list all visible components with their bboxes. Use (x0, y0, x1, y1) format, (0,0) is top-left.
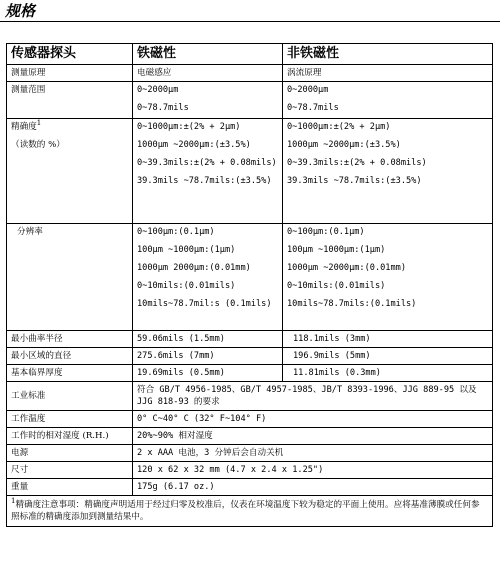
label-standards: 工业标准 (7, 382, 133, 411)
value-line: 1000μm ~2000μm:(±3.5%) (137, 140, 251, 150)
ferrous-principle: 电磁感应 (133, 65, 283, 82)
value-line: 39.3mils ~78.7mils:(±3.5%) (137, 176, 272, 186)
label-temperature: 工作温度 (7, 411, 133, 428)
header-ferrous: 铁磁性 (133, 44, 283, 65)
value-line: 0~39.3mils:±(2% + 0.08mils) (287, 158, 427, 168)
row-accuracy (7, 119, 493, 224)
row-temperature (7, 411, 493, 428)
ferrous-critical-thickness: 19.69mils (0.5mm) (133, 365, 283, 382)
label-min-curvature: 最小曲率半径 (7, 331, 133, 348)
value-line: 1000μm ~2000μm:(±3.5%) (287, 140, 401, 150)
label-critical-thickness: 基本临界厚度 (7, 365, 133, 382)
row-weight (7, 479, 493, 496)
label-min-area: 最小区域的直径 (7, 348, 133, 365)
value-weight: 175g (6.17 oz.) (133, 479, 493, 496)
row-min-area (7, 348, 493, 365)
nonferrous-range (283, 82, 493, 119)
value-line: 0~1000μm:±(2% + 2μm) (137, 122, 241, 132)
value-temperature: 0° C~40° C (32° F~104° F) (133, 411, 493, 428)
row-standards (7, 382, 493, 411)
row-power (7, 445, 493, 462)
value-line: 0~78.7mils (287, 103, 339, 113)
footnote-text: 精确度注意事项：精确度声明适用于经过归零及校准后，仪表在环境温度下较为稳定的平面上使用。应将基准薄膜或任何参照标准的精确度添加到测量结果中。 (11, 500, 480, 522)
row-resolution (7, 224, 493, 331)
row-humidity (7, 428, 493, 445)
value-line: 0~100μm:(0.1μm) (287, 227, 365, 237)
row-critical-thickness (7, 365, 493, 382)
ferrous-resolution (133, 224, 283, 331)
value-line: 0~78.7mils (137, 103, 189, 113)
nonferrous-resolution (283, 224, 493, 331)
value-humidity: 20%~90% 相对湿度 (133, 428, 493, 445)
value-line: 0~10mils:(0.01mils) (287, 281, 386, 291)
nonferrous-critical-thickness: 11.81mils (0.3mm) (283, 365, 493, 382)
label-humidity: 工作时的相对湿度 (R.H.) (7, 428, 133, 445)
value-line: 39.3mils ~78.7mils:(±3.5%) (287, 176, 422, 186)
value-line: 10mils~78.7mil:s (0.1mils) (137, 299, 272, 309)
row-min-curvature (7, 331, 493, 348)
ferrous-min-area: 275.6mils (7mm) (133, 348, 283, 365)
nonferrous-min-area: 196.9mils (5mm) (283, 348, 493, 365)
label-size: 尺寸 (7, 462, 133, 479)
label-power: 电源 (7, 445, 133, 462)
value-line: 1000μm ~2000μm:(0.01mm) (287, 263, 406, 273)
nonferrous-min-curvature: 118.1mils (3mm) (283, 331, 493, 348)
ferrous-accuracy (133, 119, 283, 224)
label-weight: 重量 (7, 479, 133, 496)
row-range (7, 82, 493, 119)
value-standards: 符合 GB/T 4956-1985、GB/T 4957-1985、JB/T 8393-1996、JJG 889-95 以及 JJG 818-93 的要求 (133, 382, 493, 411)
value-line: 0~100μm:(0.1μm) (137, 227, 215, 237)
value-line: 10mils~78.7mils:(0.1mils) (287, 299, 417, 309)
value-line: 100μm ~1000μm:(1μm) (287, 245, 386, 255)
row-footnote (7, 496, 493, 527)
footnote (7, 496, 493, 527)
label-resolution: 分辨率 (7, 224, 133, 331)
nonferrous-accuracy (283, 119, 493, 224)
value-power: 2 x AAA 电池，3 分钟后会自动关机 (133, 445, 493, 462)
header-probe: 传感器探头 (7, 44, 133, 65)
footnote-marker: 1 (36, 119, 42, 128)
value-size: 120 x 62 x 32 mm (4.7 x 2.4 x 1.25") (133, 462, 493, 479)
accuracy-label: 精确度 (11, 122, 37, 132)
header-nonferrous: 非铁磁性 (283, 44, 493, 65)
value-line: 0~39.3mils:±(2% + 0.08mils) (137, 158, 277, 168)
value-line: 0~2000μm (287, 85, 329, 95)
title-underline (0, 21, 500, 22)
ferrous-min-curvature: 59.06mils (1.5mm) (133, 331, 283, 348)
header-row (7, 44, 493, 65)
label-range: 测量范围 (7, 82, 133, 119)
label-accuracy (7, 119, 133, 224)
value-line: 0~10mils:(0.01mils) (137, 281, 236, 291)
value-line: 0~2000μm (137, 85, 179, 95)
spec-table (6, 43, 493, 527)
label-principle: 测量原理 (7, 65, 133, 82)
value-line: 0~1000μm:±(2% + 2μm) (287, 122, 391, 132)
accuracy-sublabel: （读数的 %） (11, 140, 65, 150)
row-size (7, 462, 493, 479)
row-principle (7, 65, 493, 82)
page-title: 规格 (5, 2, 36, 20)
ferrous-range (133, 82, 283, 119)
footnote-sup: 1 (11, 497, 16, 506)
nonferrous-principle: 涡流原理 (283, 65, 493, 82)
value-line: 100μm ~1000μm:(1μm) (137, 245, 236, 255)
value-line: 1000μm 2000μm:(0.01mm) (137, 263, 251, 273)
